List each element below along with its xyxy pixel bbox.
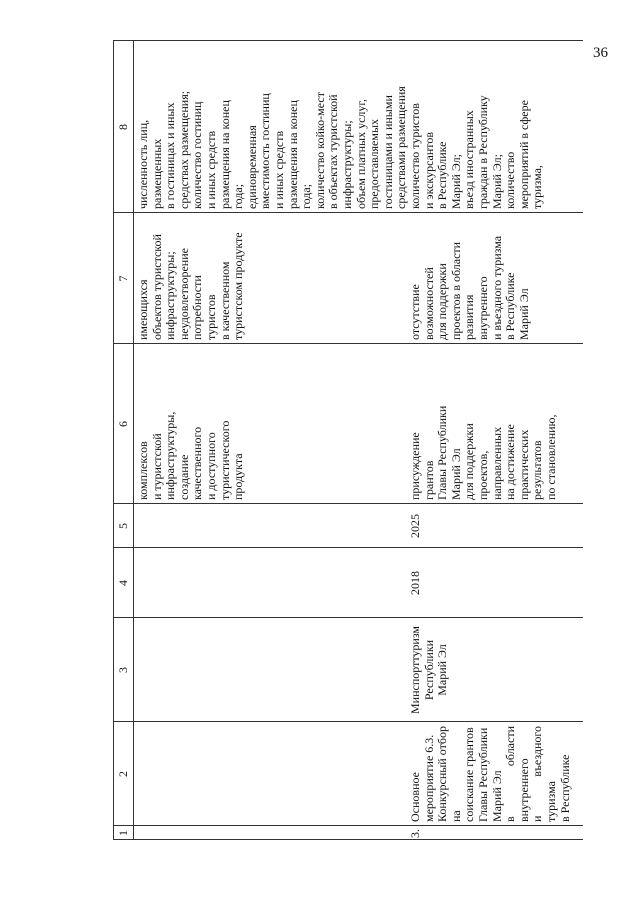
cell-line: на достижение <box>503 424 518 500</box>
cell-line: гостиницами и иными <box>380 95 395 209</box>
cell-line: проектов в области <box>448 241 463 340</box>
cell-line: для поддержки <box>435 263 450 340</box>
cell-line: качественного <box>190 426 205 500</box>
cell-line: и доступного <box>203 432 218 500</box>
table-border <box>113 40 583 41</box>
cell-line: мероприятий в сфере <box>516 100 531 209</box>
cell-line: Марий Эл <box>435 644 450 696</box>
continuation-cell-col7 <box>137 217 246 340</box>
cell-line: комплексов <box>136 441 150 500</box>
cell-line: и экскурсантов <box>421 131 436 209</box>
cell-line: инфраструктуры, <box>163 411 178 500</box>
cell-line: в области внутреннего <box>503 726 531 822</box>
cell-line: размещенных <box>149 138 164 209</box>
cell-line: инфраструктуры; <box>339 120 354 209</box>
column-divider <box>113 721 583 722</box>
cell-line: туристов <box>203 294 218 340</box>
column-divider <box>113 343 583 344</box>
cell-line: туристического <box>217 420 232 500</box>
cell-line: по становлению, <box>543 414 558 500</box>
cell-line: направленных <box>489 426 504 500</box>
cell-line: развития <box>462 294 477 340</box>
header-bottom-border <box>133 40 134 840</box>
cell-line: присуждение грантов <box>408 432 436 500</box>
cell-line: результатов <box>530 440 545 500</box>
cell-line: граждан в Республику <box>475 95 490 209</box>
cell-line: для поддержки <box>462 423 477 500</box>
cell-line: и иных средств <box>271 130 286 209</box>
cell-line: создание <box>176 454 191 500</box>
row-cell-consequences <box>409 217 531 340</box>
cell-line: продукта <box>231 453 246 500</box>
row-number: 3. <box>408 829 422 838</box>
cell-line: размещения на конец <box>285 100 300 209</box>
cell-line: Марий Эл <box>516 288 531 340</box>
cell-line: возможностей <box>421 267 436 340</box>
column-header-7: 7 <box>116 275 130 282</box>
column-divider <box>113 547 583 548</box>
cell-line: и туристской <box>149 433 164 500</box>
cell-line: Марий Эл <box>448 448 463 500</box>
cell-line: объем платных услуг, <box>353 99 368 209</box>
column-divider <box>113 212 583 213</box>
rotated-table <box>113 40 583 840</box>
row-cell-executor <box>409 622 450 718</box>
row-cell-indicators <box>409 45 545 209</box>
cell-line: размещения на конец <box>217 100 232 209</box>
cell-line: вместимость гостиниц <box>258 93 273 209</box>
cell-line: средствами размещения <box>394 86 409 209</box>
cell-line: в Республике <box>435 141 450 209</box>
row-cell-measure <box>409 726 572 822</box>
column-header-2: 2 <box>116 771 130 777</box>
cell-line: года; <box>299 183 314 209</box>
cell-line: мероприятие 6.3. <box>421 734 436 822</box>
cell-line: туризма, <box>530 165 545 209</box>
page-number: 36 <box>593 45 608 61</box>
cell-line: и иных средств <box>203 130 218 209</box>
cell-line: Минспорттуризм <box>408 625 422 715</box>
cell-line: Главы Республики <box>475 727 490 822</box>
cell-line: количество <box>503 151 518 209</box>
column-divider <box>113 825 583 826</box>
cell-line: въезд иностранных <box>462 110 477 209</box>
cell-line: внутреннего <box>475 276 490 340</box>
cell-line: Марий Эл; <box>448 154 463 209</box>
cell-line: имеющихся <box>136 279 150 340</box>
row-cell-start-year: 2018 <box>408 571 422 595</box>
cell-line: туристском продукте <box>231 232 246 340</box>
table <box>113 40 583 840</box>
cell-line: в Республике <box>557 754 572 822</box>
cell-line: средствах размещения; <box>176 90 191 209</box>
cell-line: предоставляемых <box>367 118 382 209</box>
column-header-6: 6 <box>116 421 130 427</box>
column-header-5: 5 <box>116 523 130 529</box>
cell-line: количество туристов <box>408 103 422 209</box>
cell-line: потребности <box>190 275 205 340</box>
column-divider <box>113 617 583 618</box>
continuation-cell-col8 <box>137 45 409 209</box>
cell-line: соискание грантов <box>462 727 477 822</box>
cell-line: численность лиц, <box>136 119 150 209</box>
row-cell-end-year: 2025 <box>408 514 422 538</box>
cell-line: Главы Республики <box>435 405 450 500</box>
cell-line: практических <box>516 429 531 500</box>
cell-line: Марий Эл <box>489 770 504 822</box>
cell-line: Основное <box>408 772 422 822</box>
cell-line: Республики <box>421 639 436 701</box>
column-header-4: 4 <box>116 580 130 586</box>
cell-line: и въездного туризма <box>530 726 558 822</box>
column-header-3: 3 <box>116 667 130 673</box>
column-divider <box>113 503 583 504</box>
cell-line: единовременная <box>244 125 259 209</box>
cell-line: года; <box>231 183 246 209</box>
cell-line: проектов, <box>475 450 490 500</box>
cell-line: объектов туристской <box>149 234 164 340</box>
cell-line: в качественном <box>217 261 232 340</box>
cell-line: в объектах туристской <box>326 94 341 209</box>
column-header-8: 8 <box>116 124 130 130</box>
row-cell-expected-result <box>409 400 559 500</box>
column-header-1: 1 <box>116 830 130 836</box>
cell-line: Конкурсный отбор на <box>435 726 463 822</box>
cell-line: в Республике <box>503 272 518 340</box>
cell-line: отсутствие <box>408 284 422 340</box>
continuation-cell-col6 <box>137 400 246 500</box>
cell-line: количество койко-мест <box>312 92 327 209</box>
cell-line: инфраструктуры; <box>163 251 178 340</box>
cell-line: неудовлетворение <box>176 248 191 340</box>
cell-line: количество гостиниц <box>190 101 205 209</box>
cell-line: и въездного туризма <box>489 235 504 340</box>
table-border <box>113 839 583 840</box>
cell-line: Марий Эл; <box>489 154 504 209</box>
cell-line: в гостиницах и иных <box>163 102 178 209</box>
